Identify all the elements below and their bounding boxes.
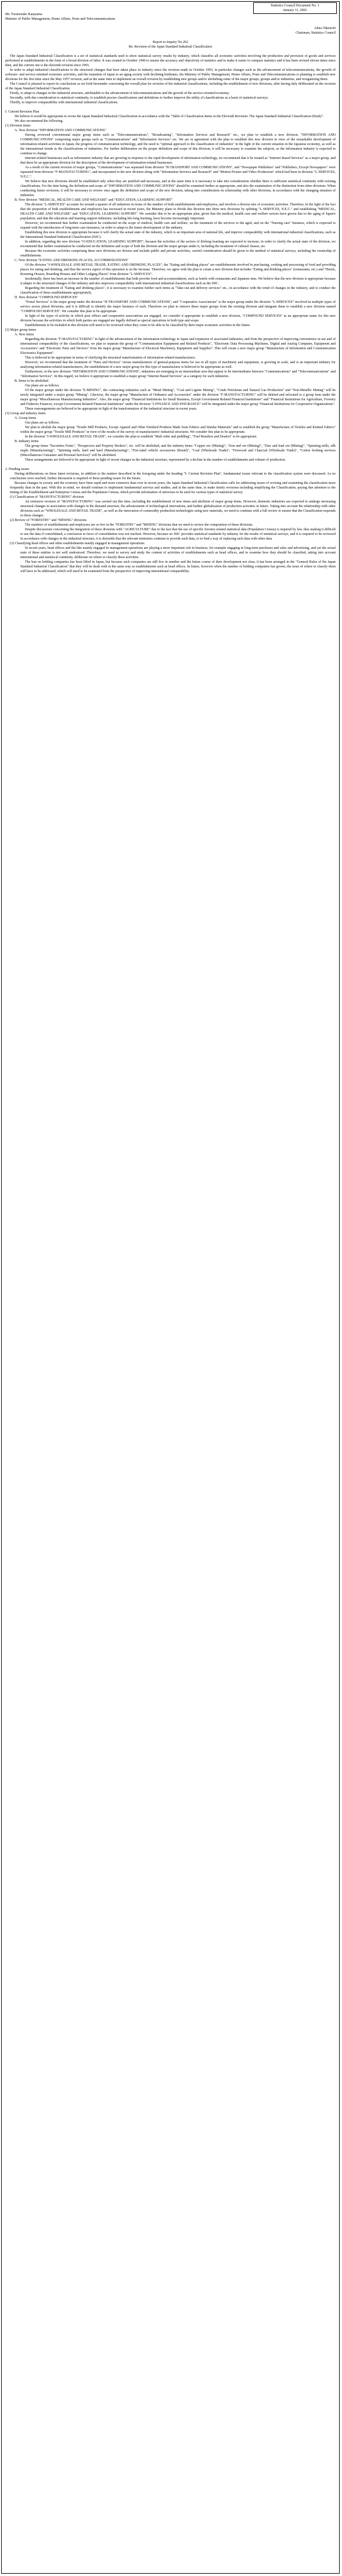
item-paragraph: Of the division "I-WHOLESALE AND RETAIL TRADE, EATING AND DRINKING PLACES", the "Eating and drinking places" are establishments involved in purchasing, cooking and processing of food and providing places for eating and drinking, and thus the service aspect of this operation is on the increase. Therefore, we agree with the plan to create a new division that includes "Eating and drinking places" (restaurants, etc.) and "Hotels, Rooming Houses, Boarding Houses and Other Lodging Places" from division "L-SERVICES". [20,263,336,276]
item-paragraph: However, we recommend that further examination be conducted on the scope of medical, health care and welfare, on the treatment of the services to the aged, and on the "Nursing care" business, which is expected to expand with the introduction of long-term care insurance, in order to adapt to the future development of the industry. [20,222,336,230]
section-paragraph: We also recommend the following. [15,120,63,123]
item-paragraph: These arrangements are believed to be appropriate in light of recent changes in the industrial structure, represented by a decline in the number of establishments and volume of production. [25,458,286,462]
signatory-name: Akira Takeuchi [314,27,336,30]
section-paragraph: Because changes in society and the economy have been rapid and more extensive than ever in recent years, the Japan Standard Industrial Classification calls for addressing issues of revising and examining the classification more frequently than in the past. With this in mind, we should continue to implement fundamental surveys and studies, and at the same time, to make timely revisions including simplifying the Classification, paying due attention to the timing of the Establishment and Enterprise Census and the Population Census, which provide information of universes to be used for various types of statistical survey. [10,482,336,494]
item-paragraph: However, we recommend that the treatment of "Parts and Devices" versus manufacturers of general-purpose items for use in all types of machinery and equipment, is growing in scale, and is an important industry for analyzing information-related manufacturers, the establishment of a new major group for this type of manufacturer is believed to be appropriate as well. [20,361,336,369]
item-paragraph: The group items "Securities Firms", "Prospectors and Property Brokers", etc. will be abolished, and the industry items "Copper ore (Mining)", "Iron and ore (Mining)", "Zinc and lead ore (Mining)", "Spinning mills, silk staple (Manufacturing)", "Spinning mills, hard and hard (Manufacturing)", "Fire-rated vehicle accessories (Retail)", "Coal (Wholesale Trade)", "Firewood and Charcoal (Wholesale Trade)", "Cotton broking services (Miscellaneous Consumer and Personal Services)" will be abolished. [20,444,336,457]
intro-paragraph: The Japan Standard Industrial Classification is a set of statistical standards used to show statistical survey results by industry, which classifies all economic activities involving the production and provision of goods and services performed at establishments in the form of a broad division of labor. It was created in October 1949 to ensure the accuracy and objectivity of statistics and to make it easier to compare statistics and it has been revised eleven times since then, and the current one is the eleventh revision since 1993. [5,55,336,67]
document-date: January 11, 2002 [283,9,307,12]
item-heading: A. Group items [15,417,37,420]
subsection-heading: (3) Group and industry items [5,412,46,415]
item-paragraph: Despite discussions concerning the integration of these divisions with "AGRICULTURE" due to the fact that the use of specific forestry-related statistical data (Population Census) is required by law, thus making it difficult to use the data if consolidated, a conclusion in favor of consolidation was not reached. However, because no ISIC provides statistical standards by industry for the results of statistical surveys, and it is required to be reviewed in accordance with changes in the industrial structure, it is desirable that the relevant ministries continue to provide such data, or to find a way of replacing such data with other data. [20,528,336,541]
item-paragraph: The division "L-SERVICES" accounts for around a quarter of all industries in terms of the number of both establishments and employees, and involves a diverse mix of economic activities. Therefore, in the light of the fact that the proportion of both establishments and employees has increased in recent years, the Ministry plans to divide this division into three new divisions by splitting "L-SERVICES, N.E.C." and establishing "MEDICAL, HEALTH CARE AND WELFARE" and "EDUCATION, LEARNING SUPPORT". We consider this to be an appropriate plan, given that the medical, health care and welfare sectors have grown due to the aging of Japan's population, and that the education and learning support industries, including life-long learning, have become increasingly important. [20,203,336,220]
item-paragraph: Establishments to be included in this division will need to be reviewed when they come to be able to be classified by their major economic activities in the future. [25,324,251,327]
item-paragraph: This is believed to be appropriate in terms of clarifying the structural transformation of information-related manufacturers. [25,356,196,360]
section-paragraph: During deliberations on these latest revisions, in addition to the matters described in the foregoing under the heading "I. Current Revision Plan", fundamental issues relevant to the classification system were discussed. As no conclusions were reached, further discussion is required of these pending issues for the future. [10,472,336,480]
intro-paragraph: Firstly, to adapt to changes in the industrial structure, attributable to the advancement of telecommunications and the growth of the service-oriented economy. [10,92,230,95]
item-paragraph: The numbers of establishments and employees are so few in the "FORESTRY" and "MINING" divisions that we need to review the composition of these divisions. [25,523,253,527]
addressee-name: Mr. Toranosuke Katayama [5,13,42,16]
subsection-heading: (2) Major group items [5,328,37,332]
addressee-title: Minister of Public Management, Home Affairs, Posts and Telecommunications [5,17,116,21]
item-paragraph: Furthermore, in the new division "INFORMATION AND COMMUNICATIONS", industries are emerging in an intermediate area that appear to be intermediates between "Communications" and "Telecommunications" and "Information Services". In this regard, we believe it appropriate to establish a major group "Internet Based Services" as a category for such industries. [20,370,336,378]
section-heading: I. Current Revision Plan [5,110,39,114]
item-paragraph: These rearrangements are believed to be appropriate in light of the transformation of the industrial structure in recent years. [25,407,197,411]
item-heading: C. New division "EATING AND DRINKING PLACES, ACCOMMODATIONS" [15,259,129,262]
intro-paragraph: Thirdly, to improve comparability with international industrial classifications. [10,101,118,104]
subsection-heading: (1) Division items [5,124,31,128]
section-heading: 2. Pending issues [5,468,30,471]
item-paragraph: Our plans are as follows. [25,421,60,425]
item-heading: B. Industry items [15,440,39,443]
document-number: Statistics Council Document No. 1 [271,4,319,8]
item-paragraph: Incidentally, there has been an increase in the number of establishments that both provide food and accommodation, such as hotels with restaurants and Japanese inns. We believe that the new division is appropriate because it adapts to the structural changes of the industry and also improves comparability with international industrial classifications such as the ISIC. [20,277,336,285]
item-paragraph: Establishing this new division is appropriate because it will clarify the actual state of the industry, which is an important area of national life, and improve comparability with international industrial classifications, such as the International Standard Industrial Classification (ISIC). [20,231,336,239]
item-paragraph: An extensive revision of "MANUFACTURING" was carried out this time, including the establishment of new items and abolition of major group items. However, domestic industries are expected to undergo increasing structural changes in association with changes in the demand structure, the advancement of technological innovations, and further globalization of production activities in future. Taking into account the relationship with other divisions such as "WHOLESALE AND RETAIL TRADE", as well as the innovation of commodity production technologies using new materials, we need to continue with a full review to ensure that the Classification responds to these changes. [20,500,336,518]
item-paragraph: Because the economic activities comprising these new divisions are diverse and include public and private activities, careful consideration should be given to the method of statistical surveys, including the ownership of establishments. [20,249,336,258]
report-subject: Re: Revision of the Japan Standard Industrial Classification [128,45,213,49]
item-paragraph: Having reviewed conventional major group items such as "Telecommunications", "Broadcasting", "Information Services and Research" etc., we plan to establish a new division, "INFORMATION AND COMMUNICATIONS" comprising major groups such as "Communications" and "Information Services" etc. We are in agreement with the plan to establish this new division in view of the remarkable development of information-related activities in Japan, the progress of communication technology, and the need to "optimal approach to the classification of industries" in the light of the current situation in the Japanese economy, as well as the international trends in the classifications of industries. For further deliberation on the proper definition and scope of this division, it will be necessary to examine the subjects, as the information industry is expected to continue to change. [20,133,336,155]
item-paragraph: As a result of the current revision of major groups, "Communications" was separated from division "H-TRANSPORT AND COMMUNICATIONS", and "Newspaper Publishers" and "Publishers, Except Newspapers" were separated from division "F-MANUFACTURING", and incorporated in the new division along with "Information Services and Research" and "Motion Picture and Video Production" which had been in division "L-SERVICES, N.E.C.". [20,166,336,179]
signatory-title: Chairman, Statistics Council [296,31,336,35]
item-heading: B. Items to be abolished [15,379,49,383]
subsection-heading: (2) Review of "FORESTRY" and "MINING" divisions [10,519,87,522]
item-paragraph: Regarding the division "F-MANUFACTURING" in light of the advancement of the information technology in Japan and expansion of associated industries, and from the perspective of improving convenience in use and of international comparability of the classifications, we plan to separate the group of "Communication Equipment and Related Products", "Electronic Data Processing Machines, Digital and Analog Computer, Equipment and Accessories" and "Electronic Parts and Devices" from the major group "Manufacture of Electrical Machinery, Equipment and Supplies". This will create a new major group "Manufacture of Information and Communication Electronics Equipment". [20,338,336,355]
section-paragraph: We believe it would be appropriate to revise the Japan Standard Industrial Classification in accordance with the "Table of Classification Items in the Eleventh Revision: The Japan Standard Industrial Classification (Draft)". [15,115,324,118]
item-heading: B. New division "MEDICAL, HEALTH CARE AND WELFARE" and "EDUCATION, LEARNING SUPPORT" [15,198,173,202]
subsection-heading: (1) Classification of "MANUFACTURING" division [10,495,84,499]
intro-paragraph: Secondly, with due consideration to statistical continuity, to establish precise classifications and definitions to further improve the utility of classifications as a basis of statistical surveys; [10,96,269,100]
item-paragraph: Regarding the treatment of "Eating and drinking places", it is necessary to examine further such items as "Take-out and delivery services" etc., in accordance with the trend of changes in the industry, and to conduct the classification of these establishments appropriately. [20,287,336,295]
subsection-heading: (3) Classifying head offices and other establishments mainly engaged in management operations [10,542,145,545]
item-paragraph: In light of the types of activity in which post offices and cooperative associations are engaged, we consider it appropriate to establish a new division, "COMPOUND SERVICES" as an appropriate name for this new division because the activities in which both parties are engaged are legally defined as special operations in both type and scope. [20,314,336,323]
item-paragraph: We believe that new divisions should be established only when they are justified and necessary, and at the same time it is necessary to take into consideration whether there is sufficient statistical continuity with existing classifications. For the time being, the definition and scope of "INFORMATION AND COMMUNICATIONS" should be examined further as appropriate, and also the examination of the distinction from other divisions. When conducting future revisions, it will be necessary to review once again the definition and scope of the new division, taking into consideration its relationship with other divisions, in accordance with the changing situation of industries. [20,180,336,197]
report-document [1,1,340,2574]
item-heading: A. New items [15,333,34,337]
item-paragraph: Internet-related businesses such as information industry that are growing in response to the rapid development of information technology, we recommend that it be treated as "Internet Based Services" as a major group, and that there be an appropriate division for the description of the development of information-related businesses. [20,157,336,165]
item-paragraph: In addition, regarding the new division "O-EDUCATION, LEARNING SUPPORT", because the activities of the sectors of lifelong learning are expected to increase, in order to clarify the actual state of the division, we recommend that further examination be conducted on the definition and scope of both the division and the major groups under it, including the treatment of cultural classes, etc. [20,240,336,248]
report-title: Report to Inquiry No.262 [153,41,188,44]
item-paragraph: The ban on holding companies has been lifted in Japan, but because such companies are still few in number and the future course of their development not clear, it has been arranged in the "General Rules of the Japan Standard Industrial Classification" that they will be dealt with in the same way as establishments such as head offices. In future, however when the number of holding companies has grown, the issue of where to classify them will have to be addressed, which will need to be examined from the perspective of improving international comparability. [20,560,336,573]
item-paragraph: "Postal Services" is the major group under the division "H-TRANSPORT AND COMMUNICATIONS", and "Cooperative Associations" is the major group under the division "L-SERVICES" involved in multiple types of service across plural divisions, and it is difficult to identify the major business of each. Therefore we plan to remove these major groups from the existing division and integrate them to establish a new division named "COMPOUND SERVICES". We consider this plan to be appropriate. [20,301,336,313]
item-paragraph: We plan to abolish the major group "Textile Mill Products, Except Apparel and Other Finished Products Made from Fabrics and Similar Materials" and to establish the group "Manufacture of Textiles and Knitted Fabrics" within the major group "Textile Mill Products" in view of the results of the survey of manufacturers' industrial structures. We consider this plan to be appropriate. [20,426,336,434]
item-heading: D. New division "COMPOUND SERVICES" [15,296,78,299]
item-heading: A. New division "INFORMATION AND COMMUNICATIONS" [15,129,106,132]
intro-paragraph: In order to adapt industrial classifications to the structural changes that have taken place in industry since the revision made in October 1993, in particular changes such as the advancement of telecommunications, the growth of software- and service-oriented economic activities, and the transition of Japan to an aging society with declining birthrates, the Ministry of Public Management, Home Affairs, Posts and Telecommunications is planning to establish new divisions for the first time since the May 1957 revision, and at the same time to implement an overall revision by establishing new groups and/or abolishing some of the major groups, groups and/or industries, and reorganizing them. [5,68,336,81]
item-paragraph: In recent years, head offices and the like mainly engaged in management operations are playing a more important role in business, for example engaging in long-term purchases and sales and advertising, and yet the actual state of these entities is not well understood. Therefore, we need to survey and study the content of activities of establishments such as head offices, and to examine how they should be classified, taking into account international and statistical continuity, deliberate on where to classify these activities. [20,547,336,559]
item-paragraph: Of the major groups under the division "E-MINING", the contracting industries such as "Metal Mining", "Coal and Lignite Mining", "Crude Petroleum and Natural Gas Production" and "Non-Metallic Mining" will be newly integrated under a major group "Mining". Likewise, the major group "Manufacture of Ordnance and Accessories" under the division "F-MANUFACTURING" will be deleted and relocated to a group item under the major group "Miscellaneous Manufacturing Industries". Also, the major group "Financial Institutions for Small Business, Except Government Related Financial Institutions" and "Financial Institutions for Agriculture, Forestry and Fisheries Finances, except Government Related Financial Institutions" under the division "J-FINANCE AND INSURANCE" will be integrated under the major group "Financial Institutions for Cooperative Organizations". [20,389,336,406]
item-paragraph: In the division "I-WHOLESALE AND RETAIL TRADE", we consider the plan to establish "Mail order and peddling", "Fuel Retailers and Dealers" to be appropriate. [25,435,258,439]
item-paragraph: Our plans are as follows. [25,384,60,388]
document-header-box [253,2,337,14]
intro-paragraph: The Council is pleased to report its conclusions as set forth hereunder concerning the overall plan for revision of the industrial classifications, including the establishment of new divisions, after having duly deliberated on the revision of the Japan Standard Industrial Classification. [5,82,336,91]
